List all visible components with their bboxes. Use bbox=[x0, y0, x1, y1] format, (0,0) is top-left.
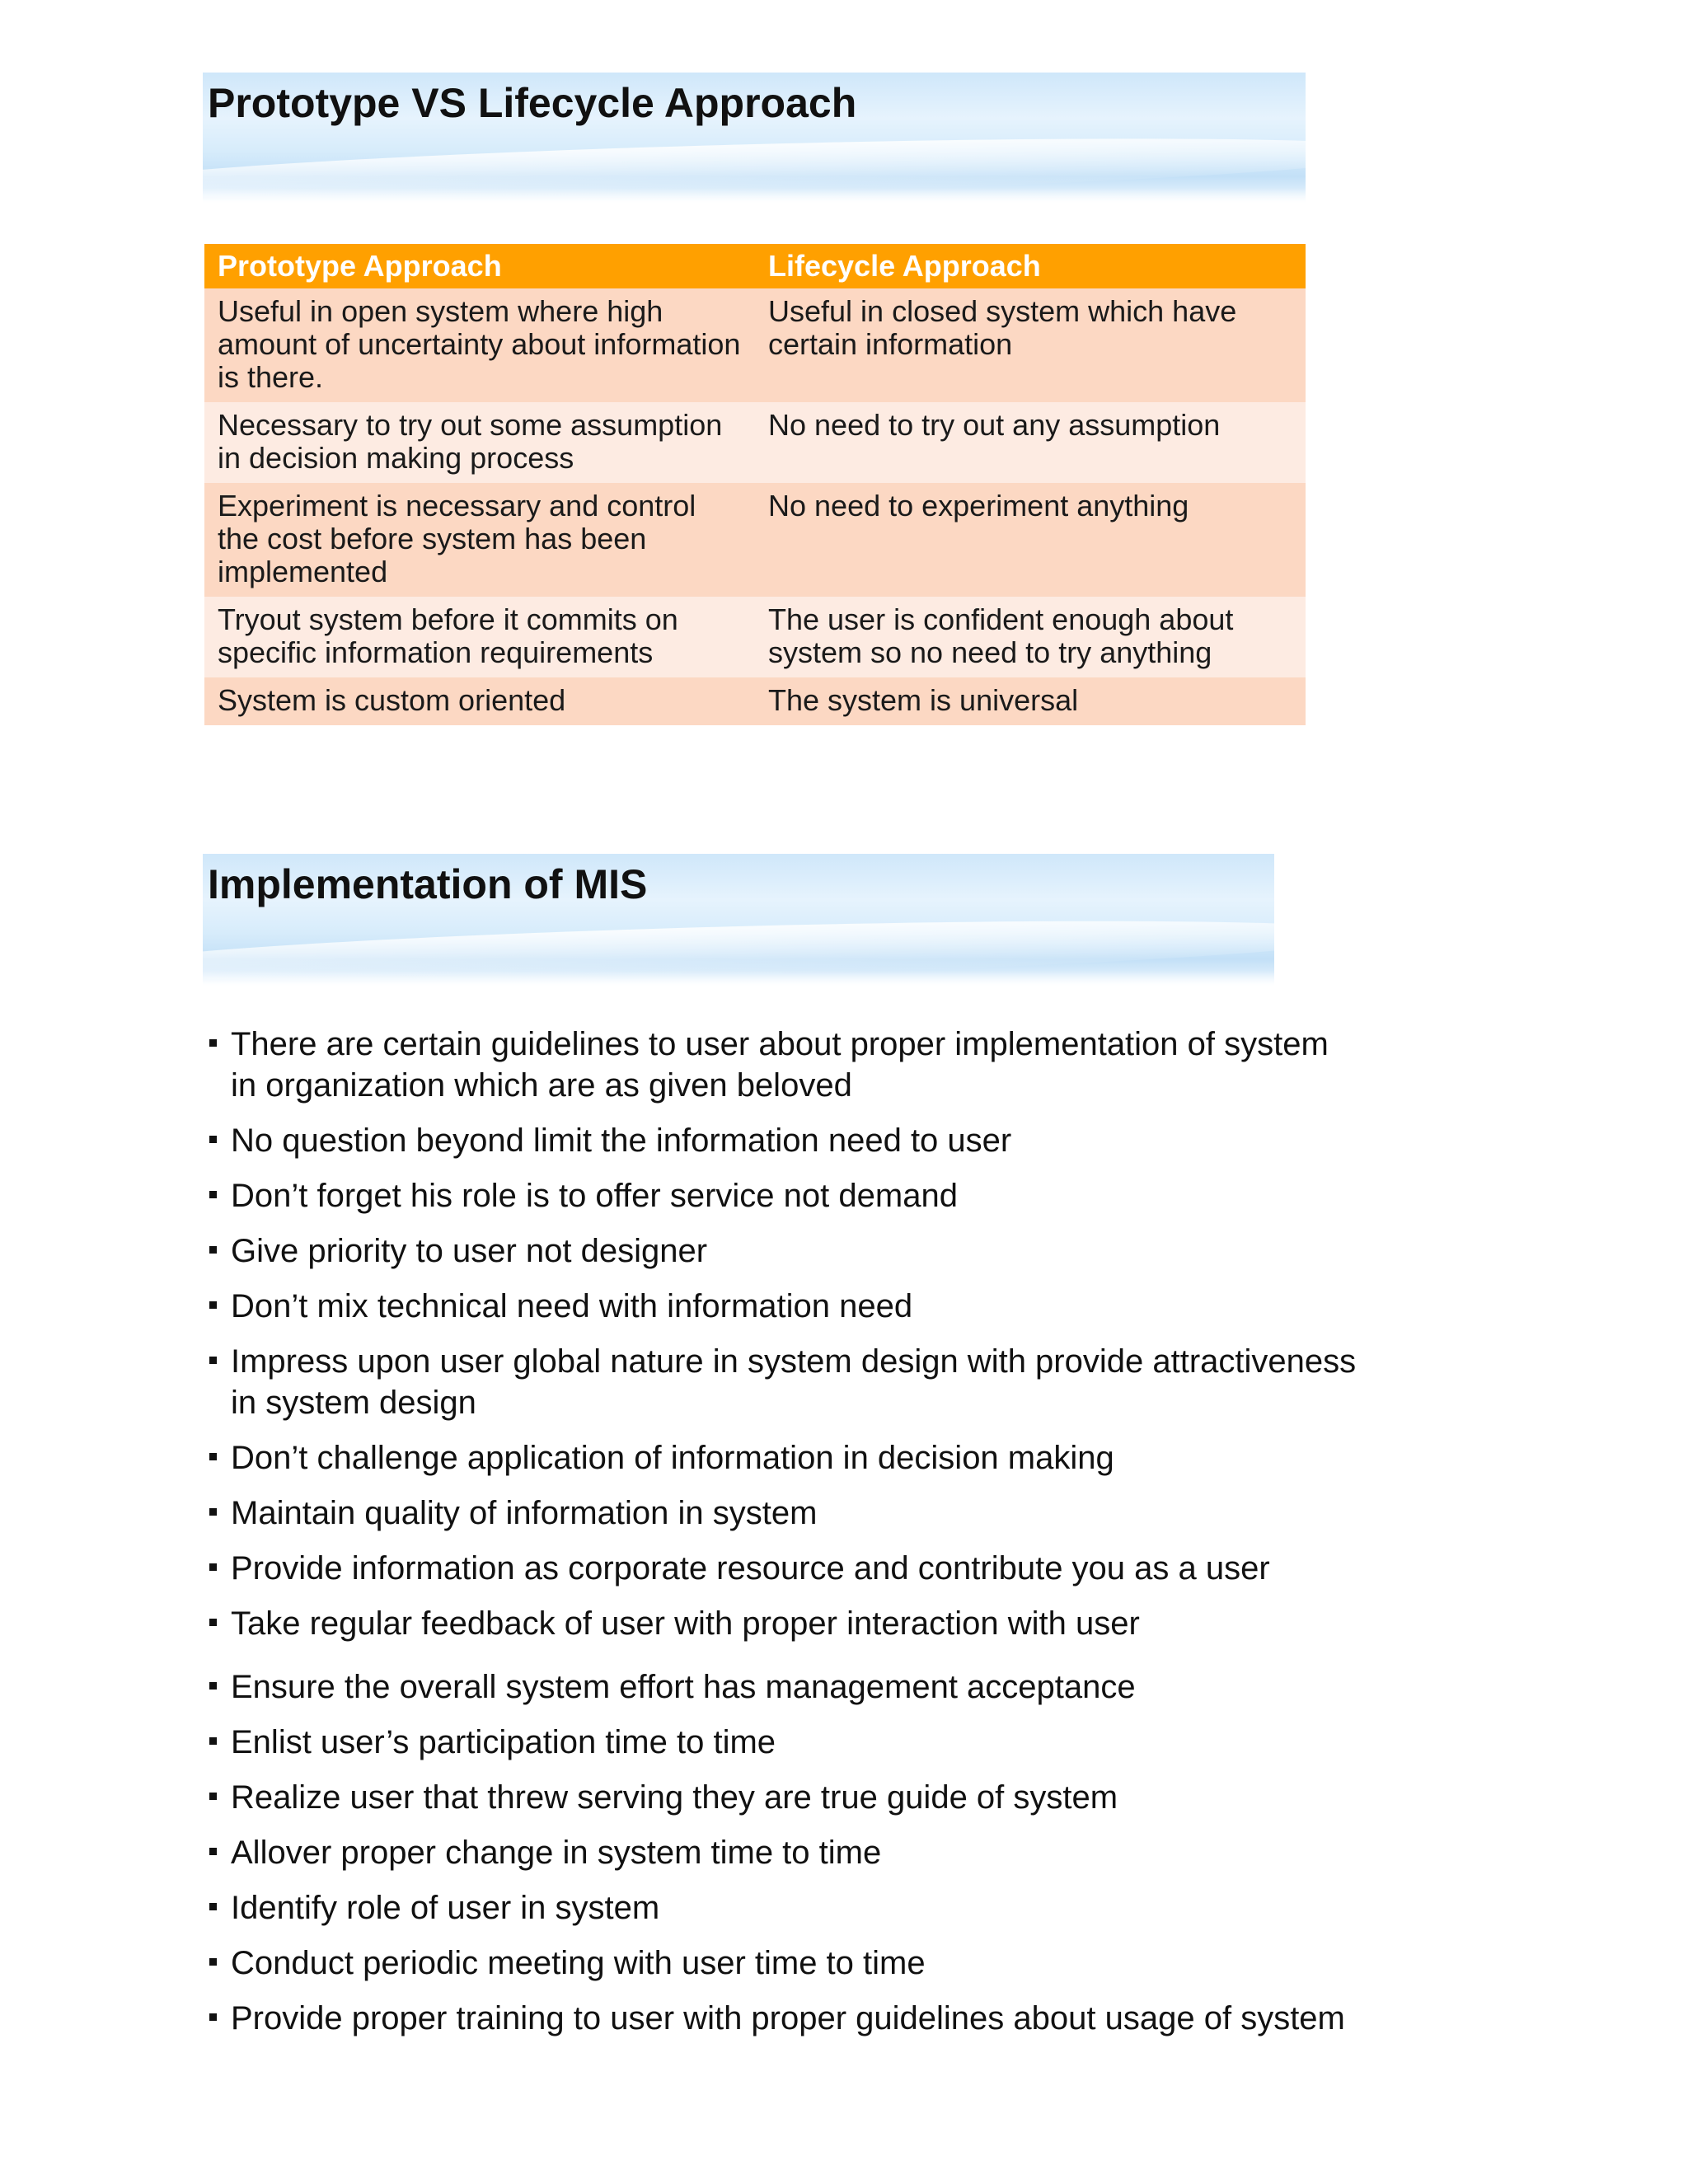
bullet-icon bbox=[209, 2013, 217, 2021]
list-item bbox=[206, 1887, 1360, 1929]
table-cell: Tryout system before it commits on specific information requirements bbox=[204, 597, 755, 677]
comparison-table bbox=[204, 244, 1306, 725]
table-row bbox=[204, 677, 1306, 725]
table-header-row bbox=[204, 244, 1306, 288]
column-header: Prototype Approach bbox=[204, 244, 755, 288]
bullet-icon bbox=[209, 1039, 217, 1047]
table-cell: Useful in closed system which have certain information bbox=[755, 288, 1306, 402]
bullet-icon bbox=[209, 1136, 217, 1143]
list-item-text: Impress upon user global nature in system design with provide attractiveness in system design bbox=[231, 1343, 1357, 1421]
bullet-icon bbox=[209, 1958, 217, 1966]
list-item-text: Take regular feedback of user with proper interaction with user bbox=[231, 1605, 1140, 1642]
bullet-icon bbox=[209, 1682, 217, 1690]
table-row bbox=[204, 288, 1306, 402]
list-item bbox=[206, 1832, 1360, 1873]
table-cell: No need to experiment anything bbox=[755, 483, 1306, 597]
bullet-icon bbox=[209, 1848, 217, 1855]
list-item bbox=[206, 1230, 1360, 1272]
list-item-text: There are certain guidelines to user about proper implementation of system in organization which are as given beloved bbox=[231, 1026, 1329, 1104]
list-item bbox=[206, 1286, 1360, 1327]
list-item bbox=[206, 1493, 1360, 1534]
list-item bbox=[206, 1437, 1360, 1479]
section-banner bbox=[203, 73, 1306, 203]
list-item bbox=[206, 1777, 1360, 1818]
bullet-icon bbox=[209, 1301, 217, 1309]
list-item bbox=[206, 1120, 1360, 1161]
list-item-text: Don’t mix technical need with information need bbox=[231, 1288, 913, 1324]
bullet-icon bbox=[209, 1453, 217, 1460]
section-banner bbox=[203, 854, 1274, 986]
table-row bbox=[204, 483, 1306, 597]
list-item bbox=[206, 1722, 1360, 1763]
section-title: Prototype VS Lifecycle Approach bbox=[208, 80, 857, 126]
section-title: Implementation of MIS bbox=[208, 861, 648, 907]
list-item bbox=[206, 1341, 1360, 1423]
list-item-text: Enlist user’s participation time to time bbox=[231, 1724, 776, 1760]
list-item-text: Don’t forget his role is to offer service not demand bbox=[231, 1178, 958, 1214]
list-item-text: Don’t challenge application of information in decision making bbox=[231, 1440, 1114, 1476]
table-cell: Useful in open system where high amount of uncertainty about information is there. bbox=[204, 288, 755, 402]
table-cell: The system is universal bbox=[755, 677, 1306, 725]
bullet-icon bbox=[209, 1508, 217, 1516]
bullet-icon bbox=[209, 1563, 217, 1571]
bullet-icon bbox=[209, 1357, 217, 1364]
table-cell: The user is confident enough about system so no need to try anything bbox=[755, 597, 1306, 677]
list-item-text: Provide information as corporate resource and contribute you as a user bbox=[231, 1550, 1270, 1586]
list-item-text: Provide proper training to user with proper guidelines about usage of system bbox=[231, 2000, 1345, 2036]
list-item-text: Ensure the overall system effort has management acceptance bbox=[231, 1669, 1136, 1705]
table-row bbox=[204, 597, 1306, 677]
list-item-text: Conduct periodic meeting with user time to time bbox=[231, 1945, 926, 1981]
list-item-text: Allover proper change in system time to time bbox=[231, 1835, 882, 1871]
list-item-text: Maintain quality of information in system bbox=[231, 1495, 818, 1531]
list-item bbox=[206, 1175, 1360, 1216]
list-item-text: No question beyond limit the information need to user bbox=[231, 1122, 1012, 1159]
list-item-text: Identify role of user in system bbox=[231, 1890, 660, 1926]
table-cell: No need to try out any assumption bbox=[755, 402, 1306, 483]
table-cell: Necessary to try out some assumption in decision making process bbox=[204, 402, 755, 483]
list-item bbox=[206, 1666, 1360, 1708]
list-item-text: Give priority to user not designer bbox=[231, 1233, 708, 1269]
bullet-icon bbox=[209, 1793, 217, 1800]
table-cell: System is custom oriented bbox=[204, 677, 755, 725]
table-row bbox=[204, 402, 1306, 483]
bullet-icon bbox=[209, 1191, 217, 1198]
bullet-icon bbox=[209, 1903, 217, 1910]
bullet-icon bbox=[209, 1737, 217, 1745]
list-item-text: Realize user that threw serving they are true guide of system bbox=[231, 1779, 1118, 1816]
list-item bbox=[206, 1998, 1360, 2039]
list-item bbox=[206, 1024, 1360, 1106]
bullet-icon bbox=[209, 1619, 217, 1626]
guidelines-list bbox=[206, 1024, 1360, 2053]
column-header: Lifecycle Approach bbox=[755, 244, 1306, 288]
table-cell: Experiment is necessary and control the cost before system has been implemented bbox=[204, 483, 755, 597]
list-item bbox=[206, 1548, 1360, 1589]
bullet-icon bbox=[209, 1246, 217, 1254]
list-item bbox=[206, 1603, 1360, 1644]
list-item bbox=[206, 1943, 1360, 1984]
